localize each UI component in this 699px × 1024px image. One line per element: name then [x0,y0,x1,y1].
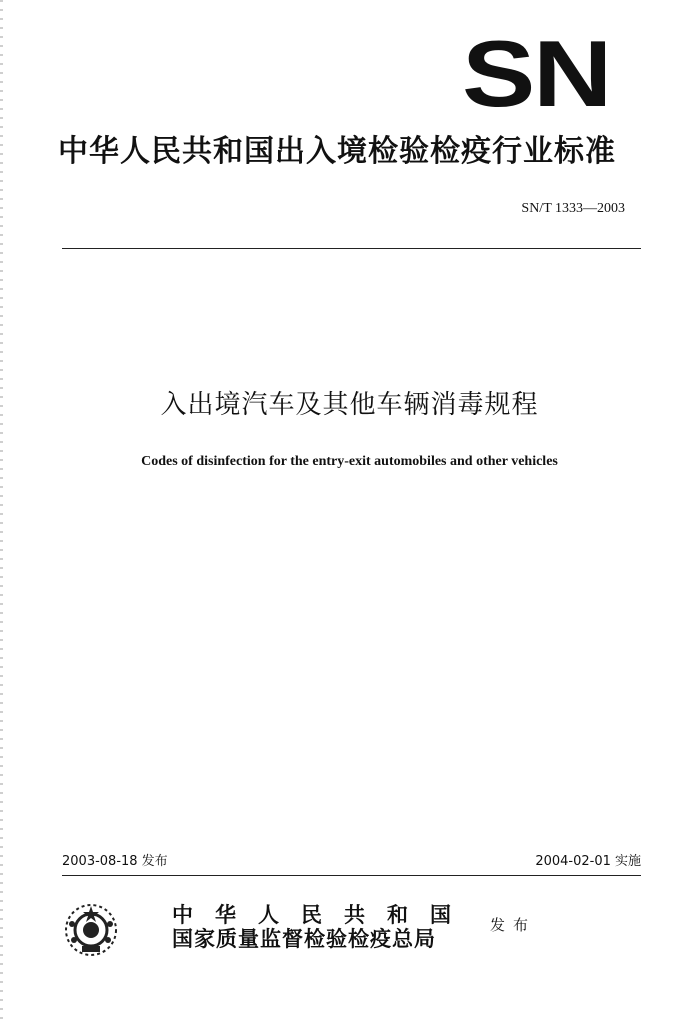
bottom-divider [62,875,641,876]
standard-code: SN/T 1333—2003 [521,201,625,216]
standard-category-title: 中华人民共和国出入境检验检疫行业标准 [58,134,616,169]
implementation-date: 2004-02-01 实施 [535,854,641,869]
document-title-zh: 入出境汽车及其他车辆消毒规程 [160,390,539,420]
national-emblem-icon [62,902,120,958]
document-title-en: Codes of disinfection for the entry-exit automobiles and other vehicles [141,454,558,469]
sn-logo: SN [462,21,611,126]
top-divider [62,248,641,249]
scan-edge-decoration [0,0,3,1024]
issuer-line-2: 国家质量监督检验检疫总局 [172,926,436,951]
issuer-line-1: 中华人民共和国 [172,902,473,927]
publish-label: 发布 [490,916,537,934]
issue-date: 2003-08-18 发布 [62,854,168,869]
